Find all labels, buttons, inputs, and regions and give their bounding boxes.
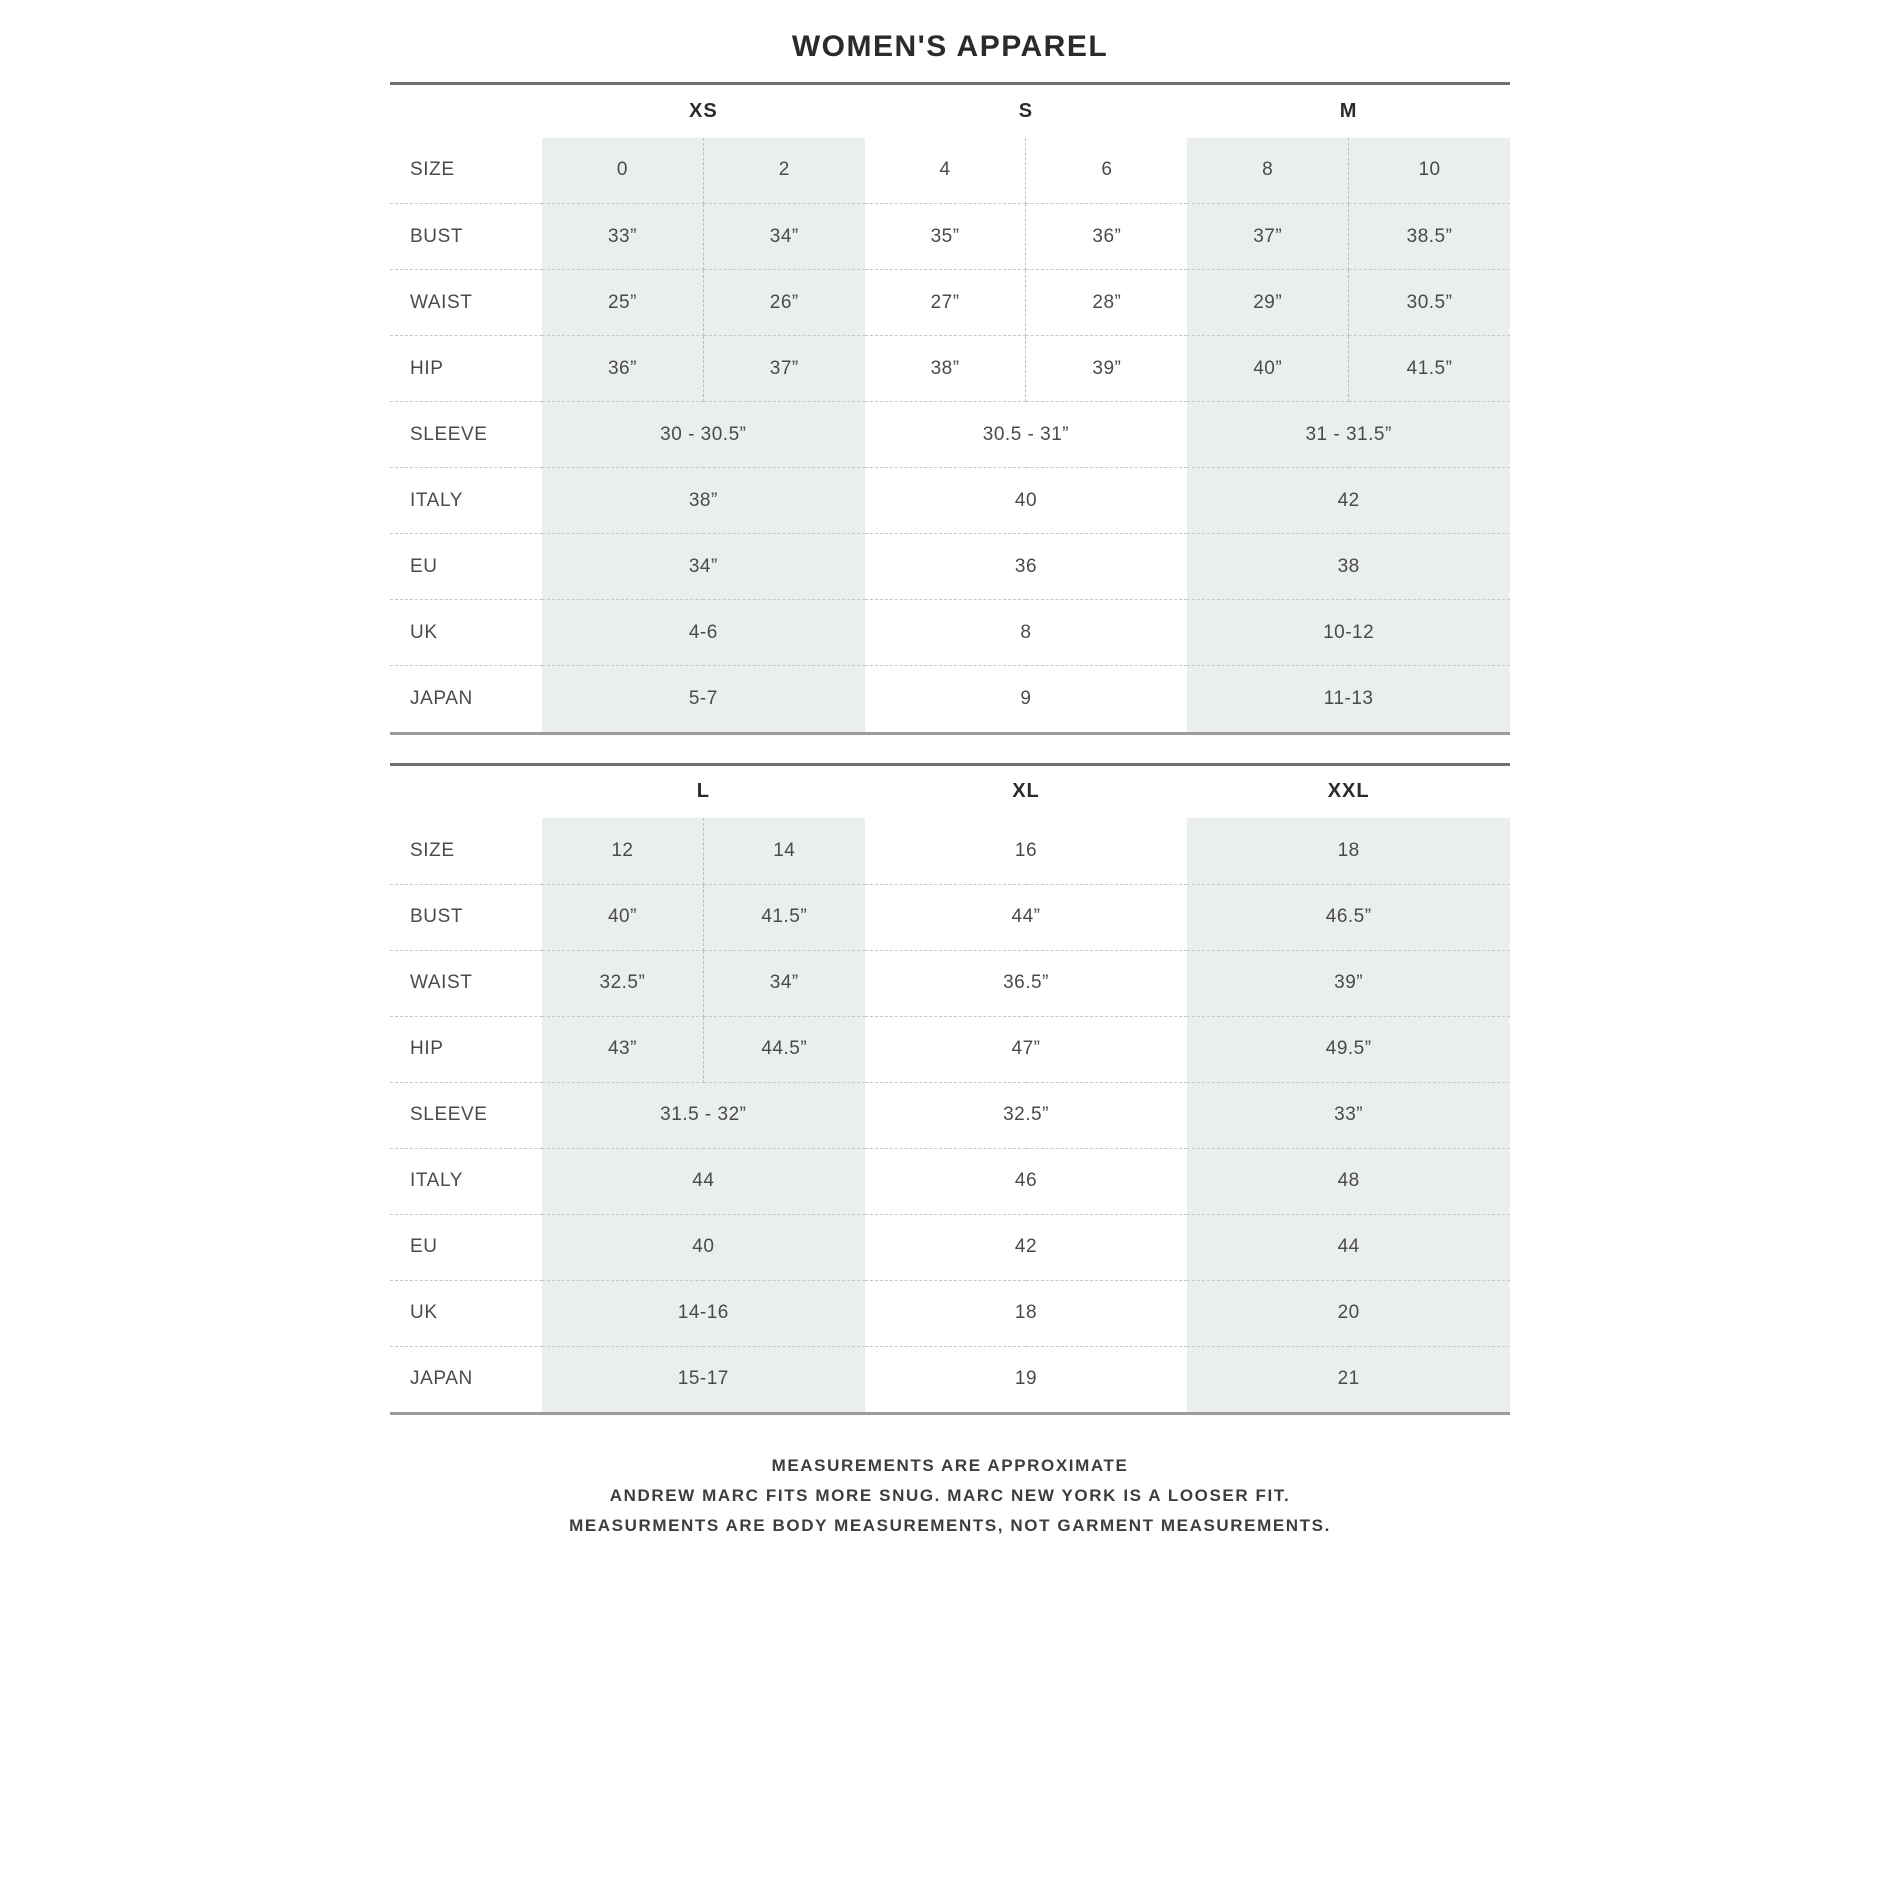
cell-japan-xl: 19 [1014, 1368, 1038, 1390]
group-header-row [390, 84, 1510, 138]
row-label-size: SIZE [390, 138, 542, 204]
cell-japan-l: 15-17 [542, 1346, 865, 1412]
group-header-row [390, 764, 1510, 818]
cell-japan-s: 9 [1020, 687, 1032, 709]
row-label-uk: UK [390, 600, 542, 666]
row-label-waist: WAIST [390, 270, 542, 336]
cell-size-6: 6 [1026, 138, 1187, 204]
footer-line-2: ANDREW MARC FITS MORE SNUG. MARC NEW YORK IS A LOOSER FIT. [609, 1486, 1291, 1505]
size-table-xs-s-m [390, 82, 1510, 732]
row-label-eu: EU [390, 534, 542, 600]
table-row [390, 884, 1510, 950]
cell-waist-xs-0: 25” [542, 270, 703, 336]
cell-size-18: 18 [1187, 818, 1510, 884]
cell-eu-xxl: 44 [1187, 1214, 1510, 1280]
group-header-spacer [390, 84, 542, 138]
cell-waist-s-4: 27” [865, 270, 1026, 336]
table-row [390, 534, 1510, 600]
table-2-bottom-rule [390, 1412, 1510, 1415]
cell-waist-l-12: 32.5” [542, 950, 703, 1016]
cell-bust-s-4: 35” [865, 204, 1026, 270]
cell-italy-xl: 46 [865, 1148, 1188, 1214]
cell-waist-xs-2: 26” [703, 270, 864, 336]
cell-japan-m: 11-13 [1187, 666, 1510, 732]
table-row [390, 818, 1510, 884]
row-label-hip: HIP [390, 1016, 542, 1082]
row-label-bust: BUST [390, 204, 542, 270]
cell-size-16: 16 [865, 818, 1188, 884]
group-header-s: S [865, 84, 1188, 138]
cell-japan-xs: 5-7 [542, 666, 865, 732]
cell-sleeve-xl: 32.5” [865, 1082, 1188, 1148]
table-row [390, 1214, 1510, 1280]
cell-uk-m: 10-12 [1187, 600, 1510, 666]
cell-uk-s: 8 [865, 600, 1188, 666]
cell-hip-xl-16: 47” [865, 1016, 1188, 1082]
group-header-xs: XS [542, 84, 865, 138]
group-header-spacer [390, 764, 542, 818]
cell-waist-xxl-18: 39” [1187, 950, 1510, 1016]
table-row [390, 1280, 1510, 1346]
cell-waist-s-6: 28” [1026, 270, 1187, 336]
cell-size-4: 4 [865, 138, 1026, 204]
cell-japan-xxl: 21 [1187, 1346, 1510, 1412]
size-table-2 [390, 763, 1510, 1413]
group-header-xxl: XXL [1187, 764, 1510, 818]
cell-hip-l-14: 44.5” [703, 1016, 864, 1082]
table-row [390, 600, 1510, 666]
cell-waist-m-8: 29” [1187, 270, 1348, 336]
row-label-size: SIZE [390, 818, 542, 884]
cell-hip-l-12: 43” [542, 1016, 703, 1082]
cell-eu-l: 40 [542, 1214, 865, 1280]
cell-waist-m-10: 30.5” [1349, 270, 1510, 336]
table-row [390, 1148, 1510, 1214]
cell-italy-s: 40 [865, 468, 1188, 534]
size-table-1 [390, 82, 1510, 732]
cell-hip-xxl-18: 49.5” [1187, 1016, 1510, 1082]
cell-size-12: 12 [542, 818, 703, 884]
cell-uk-xs: 4-6 [542, 600, 865, 666]
row-label-hip: HIP [390, 336, 542, 402]
group-header-l: L [542, 764, 865, 818]
cell-hip-xs-0: 36” [542, 336, 703, 402]
row-label-waist: WAIST [390, 950, 542, 1016]
cell-bust-m-10: 38.5” [1349, 204, 1510, 270]
cell-bust-xl-16: 44” [865, 884, 1188, 950]
cell-uk-xxl: 20 [1187, 1280, 1510, 1346]
row-label-italy: ITALY [390, 1148, 542, 1214]
row-label-uk: UK [390, 1280, 542, 1346]
cell-italy-xs: 38” [542, 468, 865, 534]
cell-size-2: 2 [703, 138, 864, 204]
footer-notes [0, 1451, 1900, 1541]
cell-italy-xxl: 48 [1187, 1148, 1510, 1214]
table-gap-spacer [0, 735, 1900, 763]
table-row [390, 204, 1510, 270]
table-row [390, 1016, 1510, 1082]
cell-bust-xs-2: 34” [703, 204, 864, 270]
group-header-m: M [1187, 84, 1510, 138]
table-row [390, 1082, 1510, 1148]
row-label-japan: JAPAN [410, 1368, 473, 1390]
cell-hip-xs-2: 37” [703, 336, 864, 402]
table-row [390, 402, 1510, 468]
row-label-italy: ITALY [390, 468, 542, 534]
cell-eu-xl: 42 [865, 1214, 1188, 1280]
cell-sleeve-xxl: 33” [1187, 1082, 1510, 1148]
cell-bust-l-12: 40” [542, 884, 703, 950]
row-label-bust: BUST [390, 884, 542, 950]
size-table-l-xl-xxl [390, 763, 1510, 1413]
cell-bust-s-6: 36” [1026, 204, 1187, 270]
group-header-xl: XL [865, 764, 1188, 818]
cell-size-14: 14 [703, 818, 864, 884]
row-label-sleeve: SLEEVE [390, 1082, 542, 1148]
cell-sleeve-xs: 30 - 30.5” [542, 402, 865, 468]
footer-line-3: MEASURMENTS ARE BODY MEASUREMENTS, NOT GARMENT MEASUREMENTS. [569, 1516, 1331, 1535]
cell-size-8: 8 [1187, 138, 1348, 204]
cell-eu-xs: 34” [542, 534, 865, 600]
cell-sleeve-s: 30.5 - 31” [865, 402, 1188, 468]
table-row [390, 950, 1510, 1016]
table-row [390, 138, 1510, 204]
table-row [390, 336, 1510, 402]
cell-hip-m-8: 40” [1187, 336, 1348, 402]
page-title: WOMEN'S APPAREL [791, 30, 1109, 63]
cell-eu-m: 38 [1187, 534, 1510, 600]
cell-hip-s-4: 38” [865, 336, 1026, 402]
cell-bust-m-8: 37” [1187, 204, 1348, 270]
cell-eu-s: 36 [865, 534, 1188, 600]
cell-size-10: 10 [1349, 138, 1510, 204]
row-label-eu: EU [390, 1214, 542, 1280]
cell-bust-xxl-18: 46.5” [1187, 884, 1510, 950]
table-row [390, 1346, 1510, 1412]
table-row [390, 666, 1510, 732]
cell-hip-s-6: 39” [1026, 336, 1187, 402]
row-label-japan: JAPAN [410, 687, 473, 709]
cell-sleeve-m: 31 - 31.5” [1187, 402, 1510, 468]
cell-sleeve-l: 31.5 - 32” [542, 1082, 865, 1148]
cell-size-0: 0 [542, 138, 703, 204]
cell-italy-l: 44 [542, 1148, 865, 1214]
cell-waist-l-14: 34” [703, 950, 864, 1016]
cell-hip-m-10: 41.5” [1349, 336, 1510, 402]
cell-bust-xs-0: 33” [542, 204, 703, 270]
cell-waist-xl-16: 36.5” [865, 950, 1188, 1016]
table-row [390, 468, 1510, 534]
row-label-sleeve: SLEEVE [390, 402, 542, 468]
cell-uk-xl: 18 [865, 1280, 1188, 1346]
cell-uk-l: 14-16 [542, 1280, 865, 1346]
cell-italy-m: 42 [1187, 468, 1510, 534]
footer-line-1: MEASUREMENTS ARE APPROXIMATE [771, 1456, 1129, 1475]
table-row [390, 270, 1510, 336]
cell-bust-l-14: 41.5” [703, 884, 864, 950]
